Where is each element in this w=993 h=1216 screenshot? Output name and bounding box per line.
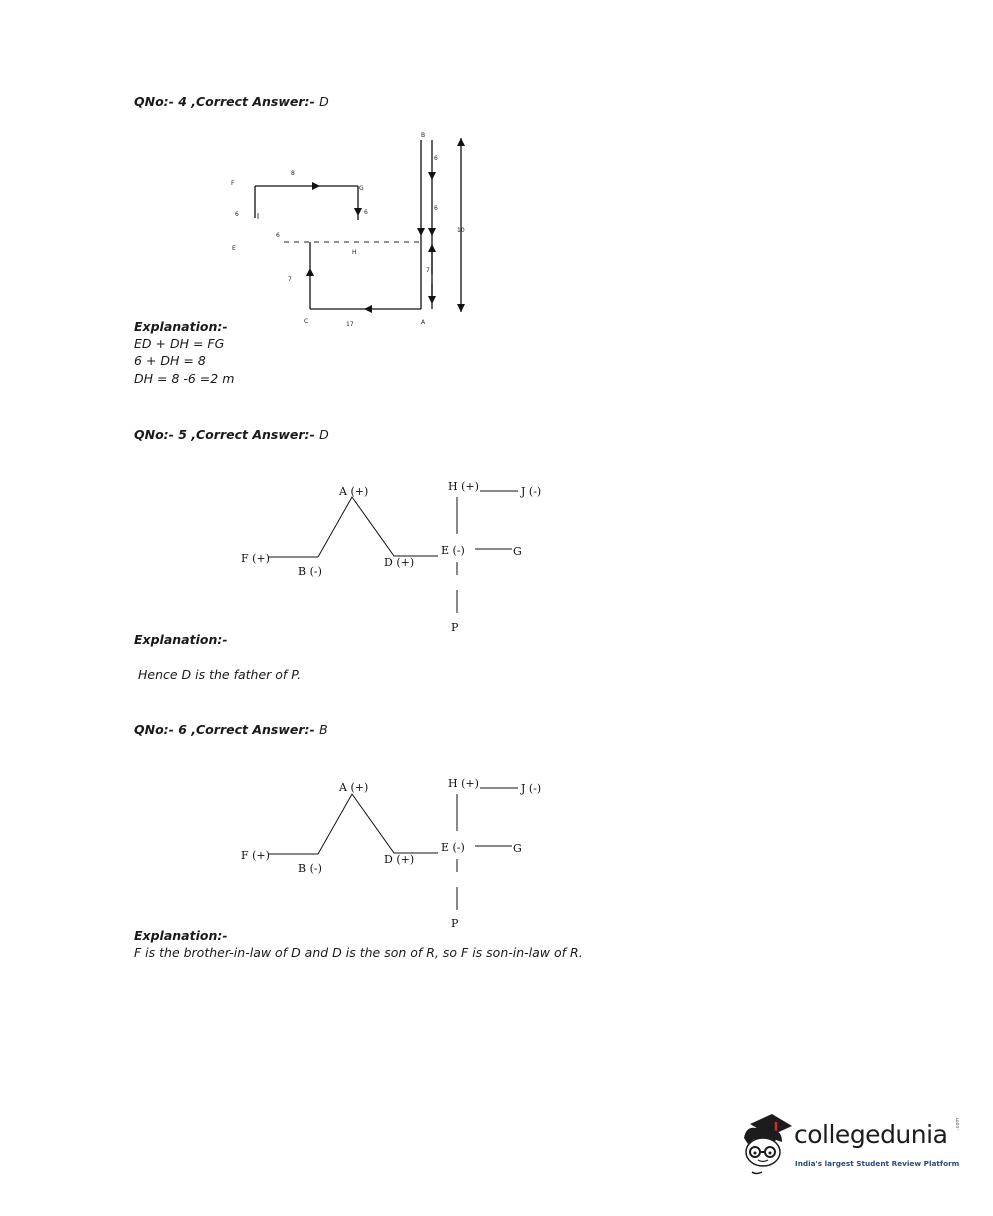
q4-answer: D	[319, 94, 329, 109]
q4-explanation-title: Explanation:-	[134, 319, 228, 334]
q4-label: QNo:- 4 ,Correct Answer:-	[134, 94, 320, 109]
q5-node-G: G	[513, 545, 522, 558]
q6-node-J: J (-)	[521, 782, 542, 795]
q5-label: QNo:- 5 ,Correct Answer:-	[134, 427, 320, 442]
q4-label-E: E	[232, 245, 236, 252]
q4-label-F: F	[231, 180, 235, 187]
q6-node-H: H (+)	[448, 777, 479, 790]
q4-label-17: 17	[346, 321, 354, 328]
q4-explanation-line-2: 6 + DH = 8	[134, 353, 206, 368]
q4-label-A: A	[421, 319, 426, 326]
collegedunia-logo	[736, 1108, 966, 1178]
q4-explanation-line-1: ED + DH = FG	[134, 336, 225, 351]
q4-label-7-right: 7	[426, 267, 430, 274]
q5-heading	[134, 427, 329, 442]
q6-node-P: P	[451, 917, 459, 930]
q6-node-B: B (-)	[298, 862, 322, 875]
q6-node-A: A (+)	[339, 781, 369, 794]
q5-node-J: J (-)	[521, 485, 542, 498]
q4-label-G: G	[359, 185, 364, 192]
q4-label-6-gh: 6	[364, 209, 368, 216]
logo-com: .com	[955, 1117, 961, 1130]
q6-label: QNo:- 6 ,Correct Answer:-	[134, 722, 320, 737]
q4-direction-diagram	[0, 0, 993, 360]
q4-label-6-top: 6	[434, 155, 438, 162]
q6-node-D: D (+)	[384, 853, 415, 866]
q4-label-6-mid: 6	[434, 205, 438, 212]
q6-explanation-title: Explanation:-	[134, 928, 228, 943]
q6-explanation-text: F is the brother-in-law of D and D is the son of R, so F is son-in-law of R.	[134, 945, 583, 960]
q5-node-B: B (-)	[298, 565, 322, 578]
q5-explanation-text: Hence D is the father of P.	[138, 667, 302, 682]
q6-node-E: E (-)	[441, 841, 465, 854]
logo-tagline: India's largest Student Review Platform	[795, 1159, 960, 1168]
q4-label-8: 8	[291, 170, 295, 177]
q4-label-7: 7	[288, 276, 292, 283]
q4-explanation-line-3: DH = 8 -6 =2 m	[134, 371, 235, 386]
q4-label-B: B	[421, 132, 426, 139]
q6-answer: B	[319, 722, 328, 737]
q5-explanation-title: Explanation:-	[134, 632, 228, 647]
q4-label-6-fe: 6	[235, 211, 239, 218]
q5-node-P: P	[451, 621, 459, 634]
q5-node-F: F (+)	[241, 552, 270, 565]
q6-heading	[134, 722, 328, 737]
q5-node-H: H (+)	[448, 480, 479, 493]
q6-node-G: G	[513, 842, 522, 855]
logo-wordmark: collegedunia	[794, 1120, 948, 1149]
q4-label-6-inner: 6	[276, 232, 280, 239]
q5-node-A: A (+)	[339, 485, 369, 498]
q5-answer: D	[319, 427, 329, 442]
q4-label-10: 10	[457, 227, 465, 234]
mascot-icon	[736, 1108, 794, 1178]
q5-node-D: D (+)	[384, 556, 415, 569]
q4-label-C: C	[304, 318, 309, 325]
q6-node-F: F (+)	[241, 849, 270, 862]
q4-label-H: H	[352, 249, 357, 256]
q5-node-E: E (-)	[441, 544, 465, 557]
